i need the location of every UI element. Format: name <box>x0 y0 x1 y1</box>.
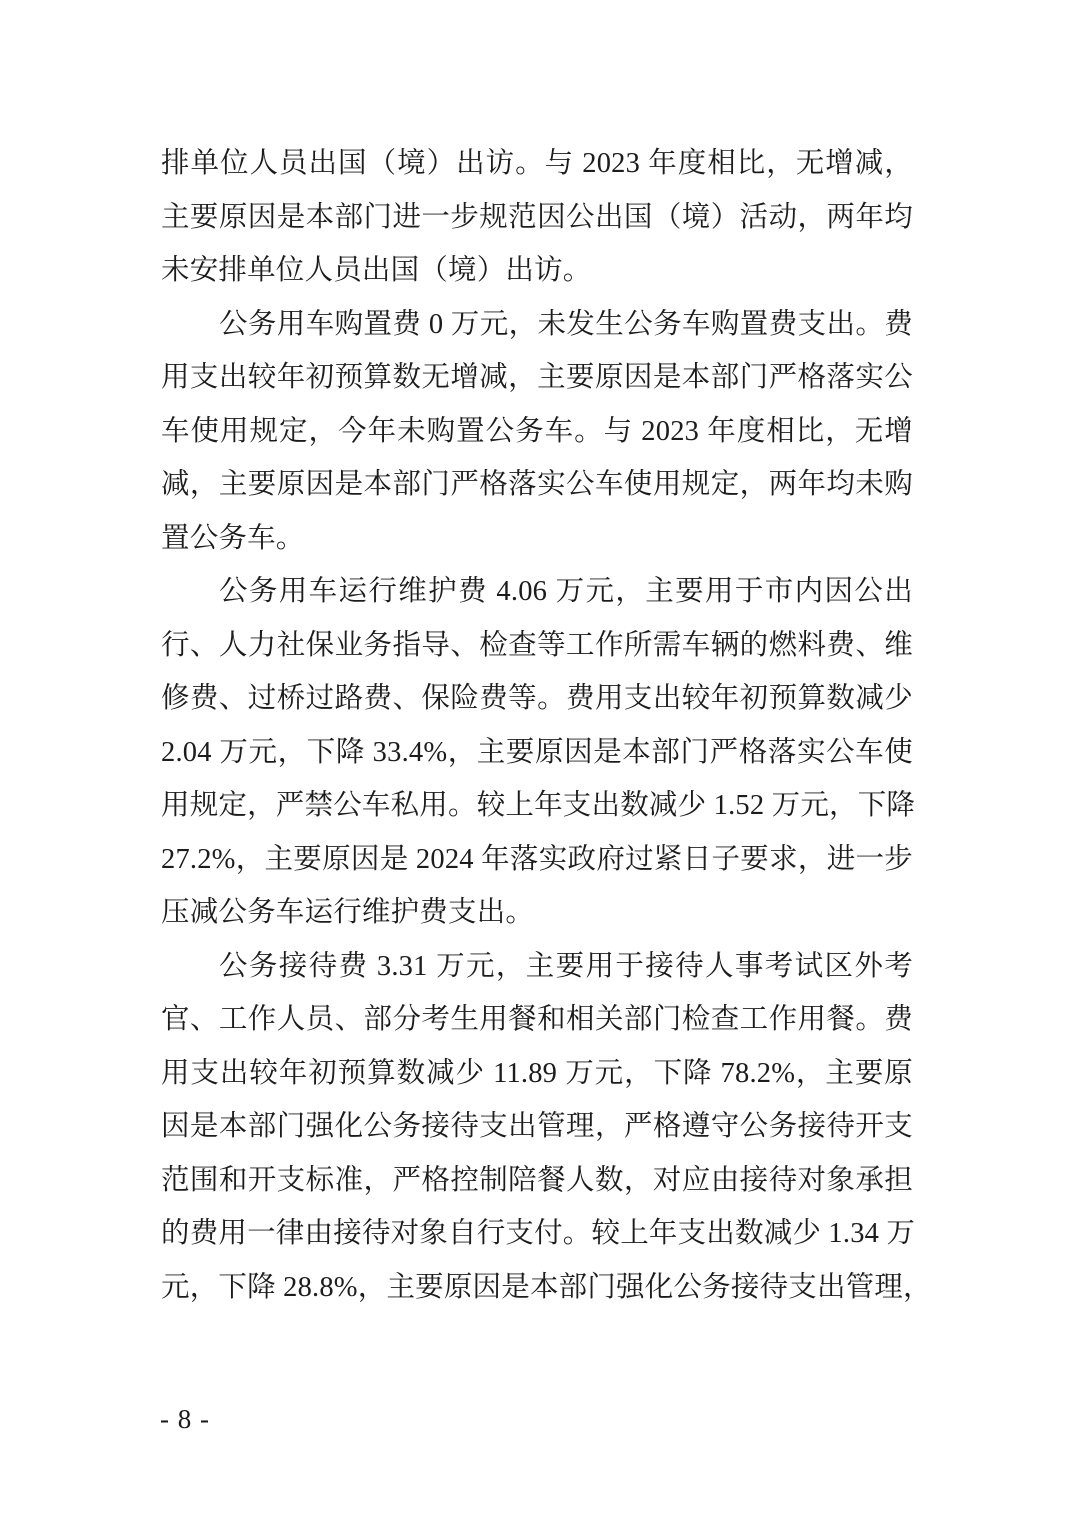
text-line: 元，下降 28.8%，主要原因是本部门强化公务接待支出管理， <box>161 1271 932 1303</box>
text-line: 公务接待费 3.31 万元，主要用于接待人事考试区外考 <box>219 950 913 982</box>
text-line: 公务用车购置费 0 万元，未发生公务车购置费支出。费 <box>219 308 913 340</box>
text-line: 行、人力社保业务指导、检查等工作所需车辆的燃料费、维 <box>161 629 913 661</box>
text-line: 27.2%，主要原因是 2024 年落实政府过紧日子要求，进一步 <box>161 843 913 875</box>
page-number: - 8 - <box>160 1404 210 1434</box>
text-line: 修费、过桥过路费、保险费等。费用支出较年初预算数减少 <box>161 683 913 714</box>
text-line: 主要原因是本部门进一步规范因公出国（境）活动，两年均 <box>161 201 913 233</box>
text-line: 官、工作人员、部分考生用餐和相关部门检查工作用餐。费 <box>161 1004 913 1035</box>
text-line: 用支出较年初预算数减少 11.89 万元，下降 78.2%，主要原 <box>161 1057 913 1089</box>
text-line: 排单位人员出国（境）出访。与 2023 年度相比，无增减， <box>161 148 913 179</box>
text-line: 2.04 万元，下降 33.4%，主要原因是本部门严格落实公车使 <box>161 736 913 768</box>
text-line: 用支出较年初预算数无增减，主要原因是本部门严格落实公 <box>161 362 913 393</box>
text-line: 车使用规定，今年未购置公务车。与 2023 年度相比，无增 <box>161 415 913 447</box>
text-line: 范围和开支标准，严格控制陪餐人数，对应由接待对象承担 <box>161 1164 913 1196</box>
text-line: 用规定，严禁公车私用。较上年支出数减少 1.52 万元，下降 <box>161 790 916 821</box>
document-body <box>161 137 932 1314</box>
text-line: 公务用车运行维护费 4.06 万元，主要用于市内因公出 <box>219 576 913 607</box>
text-line: 未安排单位人员出国（境）出访。 <box>161 255 592 286</box>
text-line: 置公务车。 <box>161 522 305 554</box>
text-line: 的费用一律由接待对象自行支付。较上年支出数减少 1.34 万 <box>161 1218 916 1249</box>
text-line: 压减公务车运行维护费支出。 <box>161 897 535 928</box>
text-line: 减，主要原因是本部门严格落实公车使用规定，两年均未购 <box>161 469 913 500</box>
text-line: 因是本部门强化公务接待支出管理，严格遵守公务接待开支 <box>161 1111 913 1142</box>
